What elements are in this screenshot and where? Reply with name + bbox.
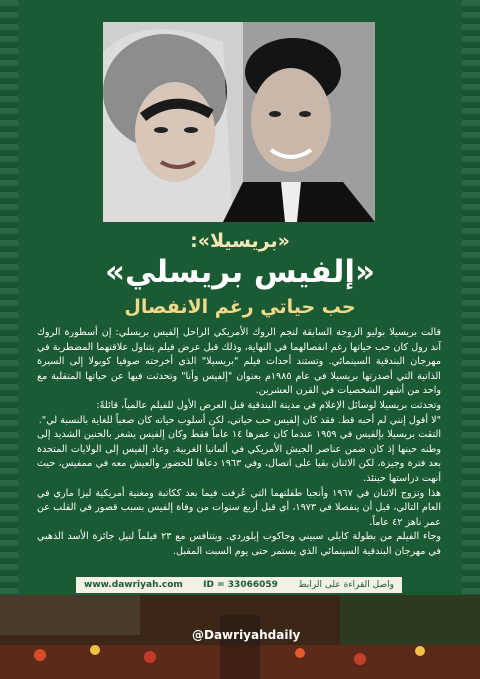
headline-subtitle: حب حياتي رغم الانفصال: [124, 296, 356, 318]
article-body: [37, 326, 441, 560]
social-handle: @Dawriyahdaily: [192, 628, 301, 642]
article-paragraph: التقت بريسيلا بإلفيس في ١٩٥٩ عندما كان عمرها ١٤ عاماً فقط وكان إلفيس يشعر بالحنين الشديد إلى وطنه حينها إذ كان ضمن عناصر الجيش الأمريكي في ألمانيا الغربية. وعاد إلفيس إلى الولايات المتحدة بعد فترة وجيزة، لكن الاثنان بقيا على اتصال، وفي ١٩٦٣ دعاها للحضور والعيش معه في ممفيس، حيث أنهت دراستها حينئذ.: [37, 429, 441, 484]
article-paragraph: وتحدثت بريسيلا لوسائل الإعلام في مدينة البندقية قبل العرض الأول للفيلم عالمياً، قائلةً:: [96, 399, 441, 411]
couple-photo: [103, 22, 375, 222]
headline-title: «إلفيس بريسلي»: [104, 254, 376, 290]
article-quote: "لا أقول إنني لم أحبه قط. فقد كان إلفيس حب حياتي، لكن أسلوب حياته كان صعباً للغاية بالنسبة لي".: [38, 414, 441, 426]
article-paragraph: هذا وتزوج الاثنان في ١٩٦٧ وأنجبا طفلتهما التي عُرفت فيما بعد ككاتبة ومغنية أمريكية ليزا ماري في العام التالي، قبل أن ينفصلا في ١٩٧٣، أي قبل أربع سنوات من وفاة إلفيس بسبب قصور في القلب عن عمر ناهز ٤٢ عاماً.: [37, 487, 441, 528]
source-label: واصل القراءة على الرابط: [298, 580, 394, 590]
source-id: ID = 33066059: [203, 580, 278, 590]
source-link-bar: [76, 577, 402, 593]
headline-kicker: «بريسيلا»:: [190, 230, 290, 252]
left-border-ornament: [0, 0, 18, 679]
right-border-ornament: [462, 0, 480, 679]
article-paragraph: قالت بريسيلا بوليو الزوجة السابقة لنجم الروك الأمريكي الراحل إلفيس بريسلي: إن أسطورة الروك آند رول كان حب حياتها رغم انفصالهما في النهاية، وذلك قبل عرض فيلم يتناول علاقتهما المضطربة في مهرجان البندقية السينمائي. وتستند أحداث فيلم "بريسيلا" الذي أخرجته صوفيا كوبولا إلى السيرة الذاتية التي أصدرتها بريسيلا في عام ١٩٨٥م بعنوان "إلفيس وأنا" وتحدثت فيها عن حياتها المتقلبة مع واحد من أشهر الشخصيات في القرن العشرين.: [37, 327, 441, 397]
source-url-link[interactable]: www.dawriyah.com: [84, 580, 183, 590]
article-paragraph: وجاء الفيلم من بطولة كايلي سبيني وجاكوب إيلوردي. ويتنافس مع ٢٣ فيلماً لنيل جائزة الأسد الذهبي في مهرجان البندقية السينمائي الذي يستمر حتى يوم السبت المقبل.: [37, 531, 442, 557]
